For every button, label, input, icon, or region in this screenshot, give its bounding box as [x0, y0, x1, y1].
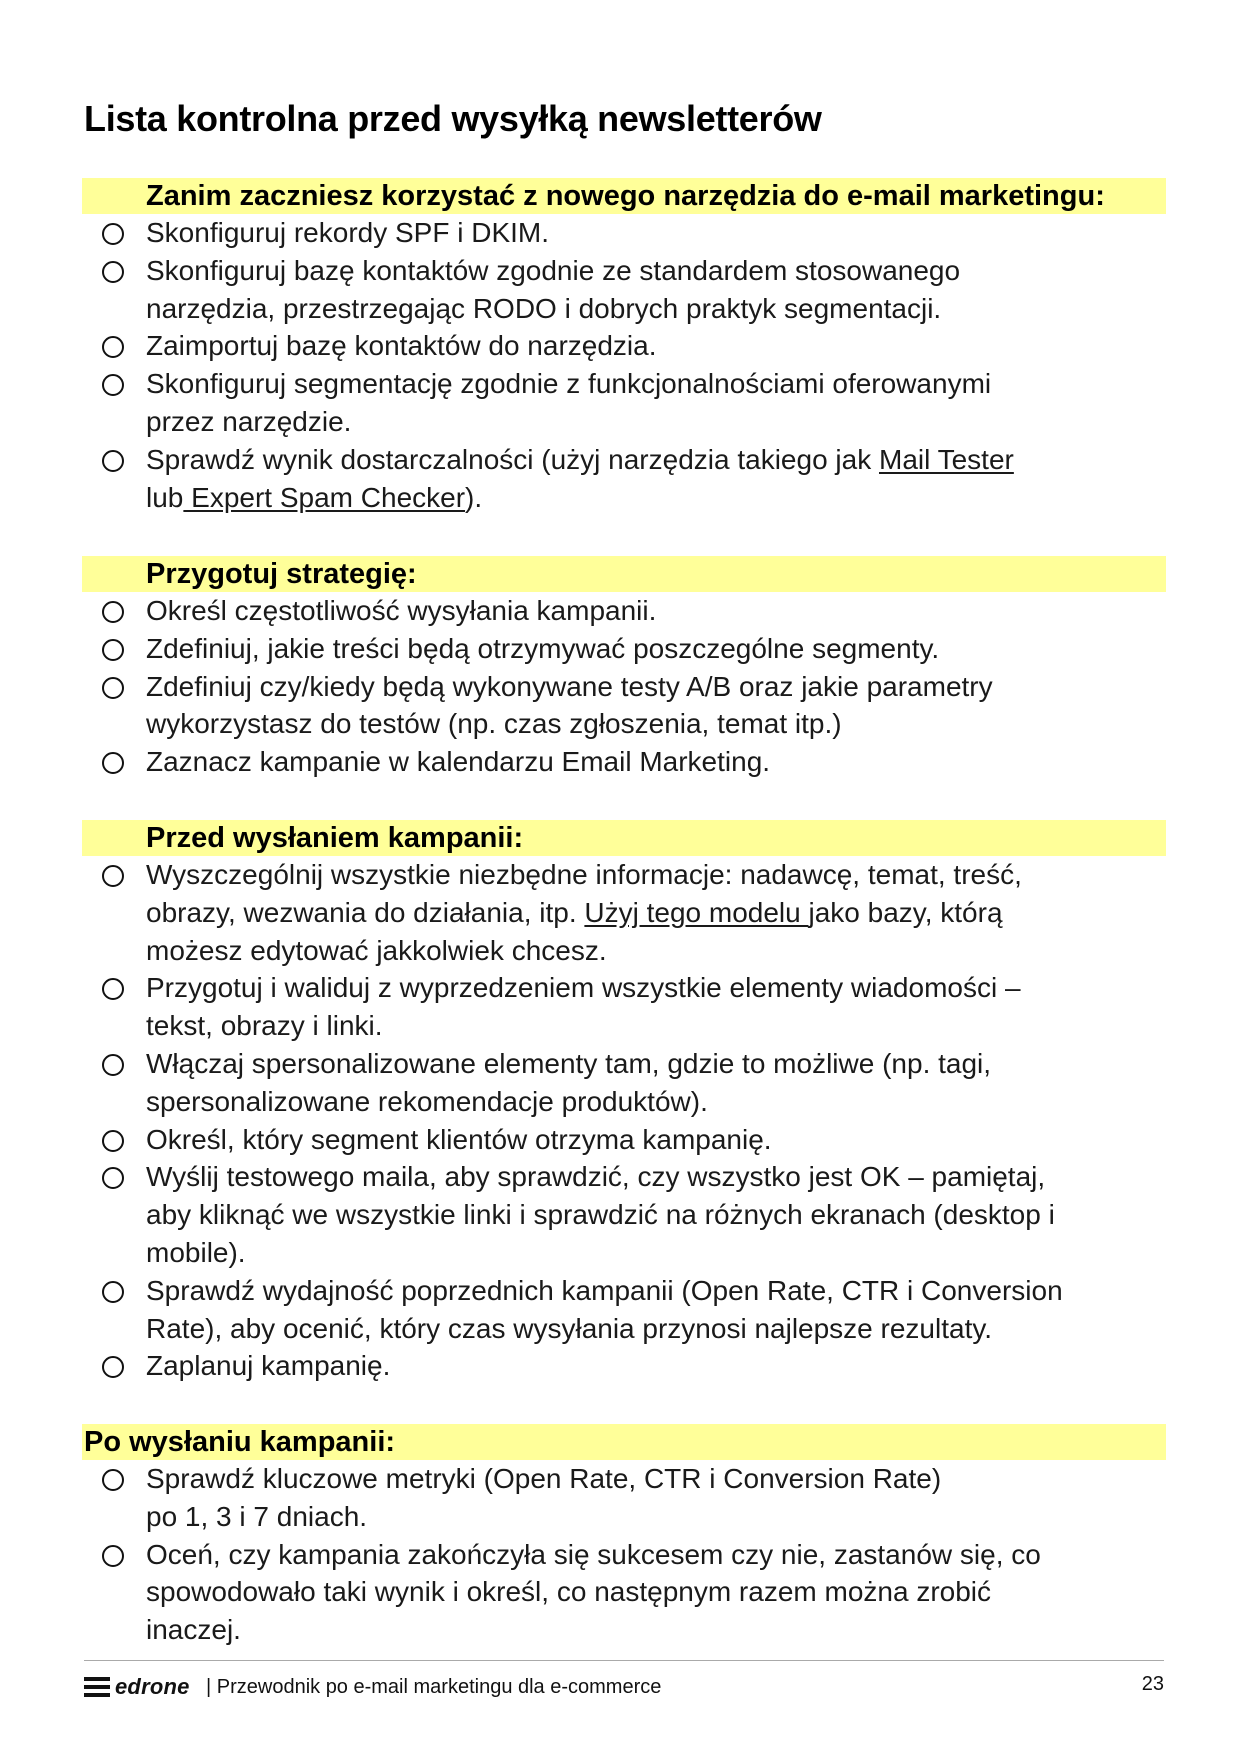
item-text: Skonfiguruj segmentację zgodnie z funkcjonalnościami oferowanymi [146, 368, 992, 400]
item-text: ). [465, 481, 483, 513]
item-text: Włączaj spersonalizowane elementy tam, gdzie to możliwe (np. tagi, [146, 1047, 992, 1079]
checklist [82, 592, 1166, 781]
item-text: możesz edytować jakkolwiek chcesz. [146, 934, 607, 966]
checklist [82, 1460, 1166, 1649]
section-after-sending [82, 1424, 1166, 1649]
checkbox-circle-icon[interactable] [102, 639, 124, 661]
checkbox-circle-icon[interactable] [102, 1545, 124, 1567]
item-text: Oceń, czy kampania zakończyła się sukcesem czy nie, zastanów się, co [146, 1538, 1041, 1570]
edrone-logo [84, 1674, 190, 1700]
item-text: Rate), aby ocenić, który czas wysyłania przynosi najlepsze rezultaty. [146, 1312, 993, 1344]
item-text: Zdefiniuj czy/kiedy będą wykonywane testy A/B oraz jakie parametry [146, 670, 993, 702]
checklist-item [82, 743, 1166, 781]
checklist-item [82, 1272, 1166, 1348]
checklist-item [82, 630, 1166, 668]
item-text: Przygotuj i waliduj z wyprzedzeniem wszystkie elementy wiadomości – [146, 972, 1021, 1004]
item-text: Sprawdź wydajność poprzednich kampanii (Open Rate, CTR i Conversion [146, 1274, 1063, 1306]
menu-lines-icon [84, 1676, 110, 1698]
checkbox-circle-icon[interactable] [102, 1356, 124, 1378]
footer-divider [84, 1660, 1164, 1661]
page-number: 23 [1141, 1673, 1164, 1695]
section-heading: Po wysłaniu kampanii: [82, 1424, 1166, 1460]
item-text: Sprawdź wynik dostarczalności (użyj narzędzia takiego jak [146, 443, 879, 475]
item-text: spowodowało taki wynik i określ, co następnym razem można zrobić [146, 1576, 992, 1608]
checkbox-circle-icon[interactable] [102, 978, 124, 1000]
item-text: mobile). [146, 1236, 246, 1268]
checklist-item [82, 252, 1166, 328]
item-text: Zdefiniuj, jakie treści będą otrzymywać poszczególne segmenty. [146, 632, 940, 664]
item-text: Skonfiguruj bazę kontaktów zgodnie ze standardem stosowanego [146, 254, 961, 286]
checklist-item [82, 969, 1166, 1045]
checklist-item [82, 1460, 1166, 1536]
checklist [82, 214, 1166, 516]
checklist-item [82, 1347, 1166, 1385]
section-heading: Zanim zaczniesz korzystać z nowego narzędzia do e-mail marketingu: [82, 178, 1166, 214]
checklist-item [82, 327, 1166, 365]
item-text: Określ częstotliwość wysyłania kampanii. [146, 595, 657, 626]
checklist-item [82, 214, 1166, 252]
checklist-item [82, 1158, 1166, 1271]
model-link[interactable]: Użyj tego modelu [584, 896, 809, 928]
section-before-tool [82, 178, 1166, 516]
item-text: Wyszczególnij wszystkie niezbędne informacje: nadawcę, temat, treść, [146, 859, 1022, 890]
checkbox-circle-icon[interactable] [102, 865, 124, 887]
item-text: Zaznacz kampanie w kalendarzu Email Marketing. [146, 746, 771, 778]
item-text: Sprawdź kluczowe metryki (Open Rate, CTR i Conversion Rate) [146, 1463, 942, 1494]
checkbox-circle-icon[interactable] [102, 261, 124, 283]
footer-text: | Przewodnik po e-mail marketingu dla e-commerce [206, 1676, 662, 1698]
section-heading: Przygotuj strategię: [82, 556, 1166, 592]
checklist [82, 856, 1166, 1385]
item-text: Zaplanuj kampanię. [146, 1350, 391, 1382]
item-text: obrazy, wezwania do działania, itp. [146, 896, 585, 928]
item-text: inaczej. [146, 1614, 241, 1646]
checkbox-circle-icon[interactable] [102, 752, 124, 774]
checkbox-circle-icon[interactable] [102, 374, 124, 396]
item-text: jako bazy, którą [808, 896, 1003, 928]
item-text: narzędzia, przestrzegając RODO i dobrych praktyk segmentacji. [146, 292, 942, 324]
expert-spam-checker-link[interactable]: Expert Spam Checker [183, 481, 466, 513]
checkbox-circle-icon[interactable] [102, 1469, 124, 1491]
checkbox-circle-icon[interactable] [102, 1130, 124, 1152]
mail-tester-link[interactable]: Mail Tester [879, 443, 1014, 475]
item-text: spersonalizowane rekomendacje produktów). [146, 1085, 708, 1117]
checkbox-circle-icon[interactable] [102, 1054, 124, 1076]
checklist-item [82, 1045, 1166, 1121]
logo-text: edrone [115, 1674, 190, 1699]
checklist-item [82, 441, 1166, 517]
item-text: Wyślij testowego maila, aby sprawdzić, czy wszystko jest OK – pamiętaj, [146, 1161, 1046, 1193]
checklist-item [82, 1121, 1166, 1159]
checkbox-circle-icon[interactable] [102, 223, 124, 245]
item-text: tekst, obrazy i linki. [146, 1010, 383, 1042]
section-strategy [82, 556, 1166, 781]
item-text: Skonfiguruj rekordy SPF i DKIM. [146, 217, 550, 248]
item-text: aby kliknąć we wszystkie linki i sprawdzić na różnych ekranach (desktop i [146, 1199, 1055, 1231]
checklist-item [82, 592, 1166, 630]
checklist-item [82, 856, 1166, 969]
item-text: wykorzystasz do testów (np. czas zgłoszenia, temat itp.) [146, 708, 842, 740]
item-text: Określ, który segment klientów otrzyma kampanię. [146, 1123, 772, 1155]
checklist-item [82, 1536, 1166, 1649]
checkbox-circle-icon[interactable] [102, 1281, 124, 1303]
item-text: przez narzędzie. [146, 405, 352, 437]
checkbox-circle-icon[interactable] [102, 1167, 124, 1189]
checkbox-circle-icon[interactable] [102, 677, 124, 699]
checklist-item [82, 668, 1166, 744]
item-text: lub [146, 481, 184, 513]
section-heading: Przed wysłaniem kampanii: [82, 820, 1166, 856]
checkbox-circle-icon[interactable] [102, 336, 124, 358]
section-before-sending [82, 820, 1166, 1385]
footer [84, 1672, 1164, 1702]
checkbox-circle-icon[interactable] [102, 601, 124, 623]
checklist-item [82, 365, 1166, 441]
item-text: Zaimportuj bazę kontaktów do narzędzia. [146, 330, 657, 362]
page-title: Lista kontrolna przed wysyłką newsletterów [84, 98, 822, 139]
item-text: po 1, 3 i 7 dniach. [146, 1500, 368, 1532]
checkbox-circle-icon[interactable] [102, 450, 124, 472]
